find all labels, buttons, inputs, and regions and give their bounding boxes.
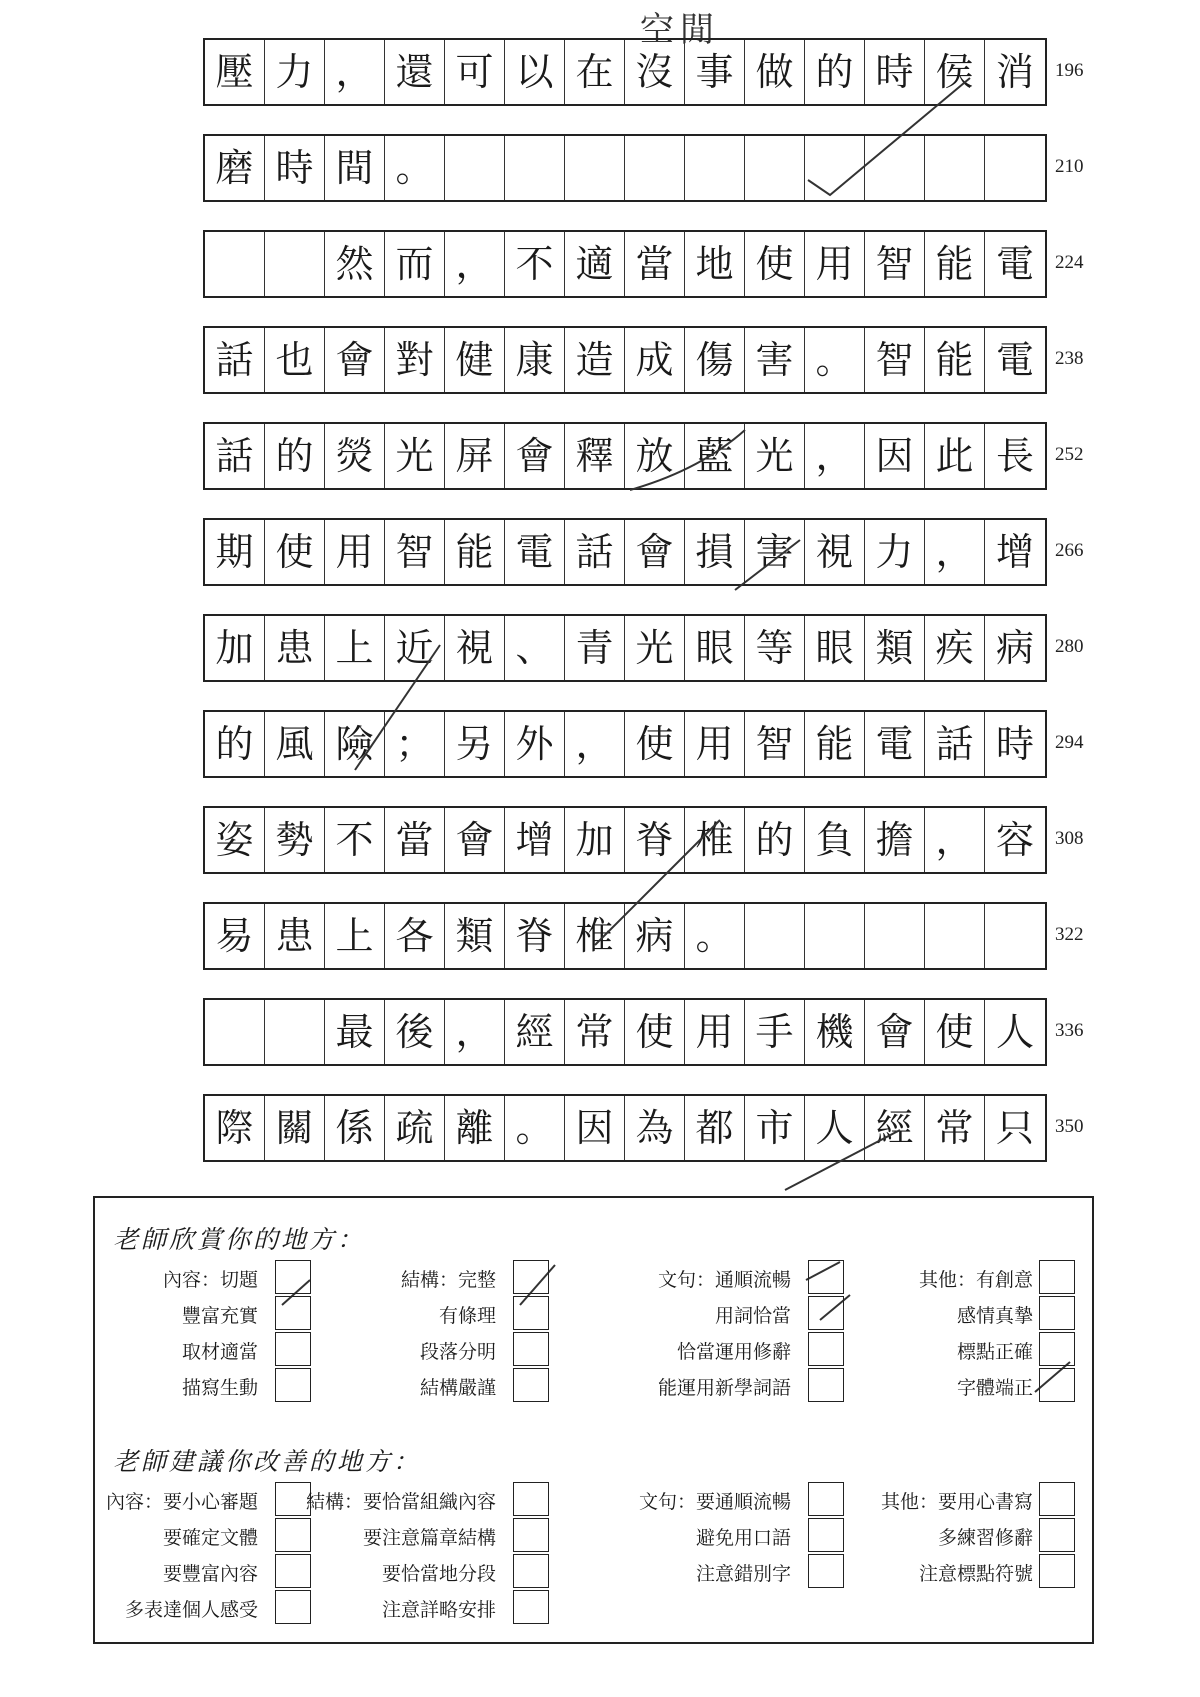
grid-cell: 最: [325, 1000, 385, 1064]
appreciation-item: 描寫生動: [181, 1377, 258, 1399]
grid-cell: 做: [745, 40, 805, 104]
grid-cell: [985, 904, 1045, 968]
checkbox[interactable]: [275, 1332, 311, 1366]
grid-cell: 話: [205, 424, 265, 488]
grid-row: [203, 1094, 1047, 1162]
grid-row: [203, 326, 1047, 394]
grid-cell: 姿: [205, 808, 265, 872]
grid-cell: 健: [445, 328, 505, 392]
checkbox[interactable]: [1039, 1260, 1075, 1294]
grid-cell: 會: [445, 808, 505, 872]
grid-cell: 會: [505, 424, 565, 488]
grid-row: [203, 806, 1047, 874]
improvement-item: 內容：要小心審題: [105, 1491, 258, 1513]
grid-cell: [745, 136, 805, 200]
improvement-item: 結構：要恰當組織內容: [305, 1491, 496, 1513]
grid-cell: 的: [745, 808, 805, 872]
teacher-feedback-panel: [93, 1196, 1094, 1644]
grid-cell: 智: [865, 232, 925, 296]
grid-cell: 近: [385, 616, 445, 680]
grid-cell: 電: [995, 338, 1034, 382]
grid-cell: 光: [385, 424, 445, 488]
grid-cell: 另: [445, 712, 505, 776]
character-count: 308: [1055, 828, 1084, 849]
grid-cell: 電: [995, 242, 1034, 286]
checkbox[interactable]: [513, 1482, 549, 1516]
grid-cell: [925, 136, 985, 200]
checkbox[interactable]: [1039, 1518, 1075, 1552]
grid-cell: 光: [625, 616, 685, 680]
grid-cell: 能: [925, 328, 985, 392]
grid-cell: [625, 136, 685, 200]
grid-cell: 椎: [685, 808, 745, 872]
grid-cell: 電: [865, 712, 925, 776]
grid-cell: 後: [385, 1000, 445, 1064]
checkbox[interactable]: [275, 1296, 311, 1330]
grid-cell: 疾: [925, 616, 985, 680]
improvement-item: 要注意篇章結構: [362, 1527, 496, 1549]
grid-cell: 話: [925, 712, 985, 776]
grid-cell: 只: [995, 1106, 1034, 1150]
grid-cell: 關: [265, 1096, 325, 1160]
grid-cell: [805, 136, 865, 200]
checkbox[interactable]: [275, 1590, 311, 1624]
appreciation-item: 恰當運用修辭: [676, 1341, 791, 1363]
grid-cell: 還: [385, 40, 445, 104]
checkbox[interactable]: [513, 1554, 549, 1588]
grid-cell: 會: [325, 328, 385, 392]
grid-cell: 風: [265, 712, 325, 776]
grid-row: [203, 518, 1047, 586]
grid-cell: 在: [565, 40, 625, 104]
grid-cell: 上: [325, 904, 385, 968]
grid-cell: 因: [865, 424, 925, 488]
appreciation-item: 結構：完整: [400, 1269, 496, 1291]
grid-cell: 康: [505, 328, 565, 392]
character-count: 196: [1055, 60, 1084, 81]
grid-row: [203, 38, 1047, 106]
appreciation-item: 標點正確: [956, 1341, 1033, 1363]
grid-cell: 。: [685, 904, 745, 968]
improvement-title: 老師建議你改善的地方：: [113, 1447, 422, 1476]
grid-cell: 當: [625, 232, 685, 296]
grid-cell: 常: [565, 1000, 625, 1064]
improvement-item: 要豐富內容: [162, 1563, 258, 1585]
grid-row: [203, 710, 1047, 778]
improvement-item: 避免用口語: [695, 1527, 791, 1549]
grid-cell: 用: [685, 712, 745, 776]
grid-cell: ，: [925, 808, 985, 872]
appreciation-item: 用詞恰當: [714, 1305, 791, 1327]
grid-cell: [865, 904, 925, 968]
grid-cell: 機: [805, 1000, 865, 1064]
appreciation-item: 文句：通順流暢: [657, 1269, 791, 1291]
checkbox[interactable]: [513, 1296, 549, 1330]
checkbox[interactable]: [513, 1332, 549, 1366]
grid-cell: 磨: [205, 136, 265, 200]
grid-cell: 易: [205, 904, 265, 968]
grid-cell: 加: [565, 808, 625, 872]
grid-cell: 經: [505, 1000, 565, 1064]
grid-cell: 視: [445, 616, 505, 680]
grid-row: [203, 998, 1047, 1066]
appreciation-title: 老師欣賞你的地方：: [113, 1225, 366, 1254]
grid-cell: 能: [925, 232, 985, 296]
checkbox[interactable]: [513, 1368, 549, 1402]
character-count: 252: [1055, 444, 1084, 465]
grid-cell: 際: [205, 1096, 265, 1160]
grid-cell: 視: [805, 520, 865, 584]
improvement-item: 文句：要通順流暢: [638, 1491, 791, 1513]
grid-row: [203, 134, 1047, 202]
grid-cell: [805, 904, 865, 968]
grid-cell: [865, 136, 925, 200]
improvement-item: 注意標點符號: [918, 1563, 1033, 1585]
grid-cell: 時: [995, 722, 1034, 766]
grid-cell: 電: [505, 520, 565, 584]
grid-cell: 用: [685, 1000, 745, 1064]
grid-cell: 增: [505, 808, 565, 872]
grid-cell: 釋: [565, 424, 625, 488]
improvement-item: 多表達個人感受: [124, 1599, 258, 1621]
grid-cell: 疏: [385, 1096, 445, 1160]
grid-cell: 不: [325, 808, 385, 872]
grid-cell: 手: [745, 1000, 805, 1064]
checkbox[interactable]: [808, 1368, 844, 1402]
grid-cell: 係: [325, 1096, 385, 1160]
grid-cell: 的: [805, 40, 865, 104]
character-count: 266: [1055, 540, 1084, 561]
grid-cell: 能: [805, 712, 865, 776]
grid-cell: 。: [805, 328, 865, 392]
appreciation-item: 能運用新學詞語: [657, 1377, 791, 1399]
checkbox[interactable]: [808, 1518, 844, 1552]
grid-row: [203, 902, 1047, 970]
grid-cell: 勢: [265, 808, 325, 872]
grid-cell: ，: [805, 424, 865, 488]
margin-annotation: 空閒: [640, 10, 720, 50]
grid-cell: 青: [565, 616, 625, 680]
grid-cell: 使: [265, 520, 325, 584]
grid-cell: 成: [625, 328, 685, 392]
grid-cell: 智: [865, 328, 925, 392]
appreciation-item: 內容：切題: [162, 1269, 258, 1291]
appreciation-item: 感情真摯: [956, 1305, 1033, 1327]
grid-cell: 而: [385, 232, 445, 296]
grid-cell: 都: [685, 1096, 745, 1160]
appreciation-item: 字體端正: [956, 1377, 1033, 1399]
grid-cell: [985, 136, 1045, 200]
grid-cell: 話: [565, 520, 625, 584]
grid-row: [203, 614, 1047, 682]
grid-cell: 放: [625, 424, 685, 488]
grid-cell: 病: [995, 626, 1034, 670]
grid-cell: 等: [745, 616, 805, 680]
character-count: 224: [1055, 252, 1084, 273]
grid-cell: 損: [685, 520, 745, 584]
grid-cell: 力: [865, 520, 925, 584]
grid-cell: 害: [745, 520, 805, 584]
character-count: 280: [1055, 636, 1084, 657]
grid-cell: 病: [625, 904, 685, 968]
grid-cell: ，: [445, 1000, 505, 1064]
grid-cell: 會: [625, 520, 685, 584]
grid-cell: 為: [625, 1096, 685, 1160]
grid-cell: 容: [995, 818, 1034, 862]
grid-cell: 然: [325, 232, 385, 296]
grid-cell: 脊: [505, 904, 565, 968]
grid-cell: 用: [805, 232, 865, 296]
grid-cell: 長: [995, 434, 1034, 478]
grid-cell: 增: [995, 530, 1034, 574]
appreciation-item: 其他：有創意: [918, 1269, 1033, 1291]
grid-cell: 、: [505, 616, 565, 680]
grid-cell: 使: [625, 712, 685, 776]
grid-cell: 傷: [685, 328, 745, 392]
appreciation-item: 段落分明: [419, 1341, 496, 1363]
grid-cell: 負: [805, 808, 865, 872]
grid-cell: ；: [385, 712, 445, 776]
grid-cell: 常: [925, 1096, 985, 1160]
grid-cell: 造: [565, 328, 625, 392]
appreciation-item: 結構嚴謹: [419, 1377, 496, 1399]
grid-cell: 間: [325, 136, 385, 200]
improvement-item: 要確定文體: [162, 1527, 258, 1549]
checkbox[interactable]: [808, 1260, 844, 1294]
checkbox[interactable]: [1039, 1332, 1075, 1366]
checkbox[interactable]: [275, 1518, 311, 1552]
grid-cell: 壓: [205, 40, 265, 104]
improvement-item: 注意錯別字: [695, 1563, 791, 1585]
grid-cell: 對: [385, 328, 445, 392]
grid-cell: [925, 904, 985, 968]
grid-cell: 時: [265, 136, 325, 200]
grid-cell: ，: [925, 520, 985, 584]
character-count: 336: [1055, 1020, 1084, 1041]
checkbox[interactable]: [513, 1590, 549, 1624]
grid-cell: 脊: [625, 808, 685, 872]
grid-cell: 適: [565, 232, 625, 296]
grid-cell: 當: [385, 808, 445, 872]
grid-cell: 侯: [925, 40, 985, 104]
grid-cell: 離: [445, 1096, 505, 1160]
grid-cell: 用: [325, 520, 385, 584]
checkbox[interactable]: [1039, 1296, 1075, 1330]
grid-cell: 會: [865, 1000, 925, 1064]
checkbox[interactable]: [513, 1518, 549, 1552]
grid-row: [203, 230, 1047, 298]
improvement-item: 多練習修辭: [937, 1527, 1033, 1549]
appreciation-item: 豐富充實: [181, 1305, 258, 1327]
character-count: 350: [1055, 1116, 1084, 1137]
character-count: 322: [1055, 924, 1084, 945]
checkbox[interactable]: [1039, 1554, 1075, 1588]
grid-cell: 害: [745, 328, 805, 392]
checkbox[interactable]: [808, 1482, 844, 1516]
grid-cell: ，: [325, 40, 385, 104]
grid-cell: 上: [325, 616, 385, 680]
improvement-item: 其他：要用心書寫: [880, 1491, 1033, 1513]
grid-cell: 外: [505, 712, 565, 776]
checkbox[interactable]: [275, 1554, 311, 1588]
grid-cell: ，: [445, 232, 505, 296]
grid-cell: 熒: [325, 424, 385, 488]
grid-cell: 屏: [445, 424, 505, 488]
grid-cell: 智: [385, 520, 445, 584]
grid-cell: 消: [995, 50, 1034, 94]
grid-cell: [685, 136, 745, 200]
grid-cell: 人: [805, 1096, 865, 1160]
grid-cell: 的: [265, 424, 325, 488]
grid-cell: 使: [925, 1000, 985, 1064]
grid-cell: 加: [205, 616, 265, 680]
grid-cell: 經: [865, 1096, 925, 1160]
grid-cell: 能: [445, 520, 505, 584]
grid-cell: 事: [685, 40, 745, 104]
grid-cell: [565, 136, 625, 200]
character-count: 238: [1055, 348, 1084, 369]
grid-cell: 使: [745, 232, 805, 296]
checkbox[interactable]: [808, 1554, 844, 1588]
grid-cell: [445, 136, 505, 200]
grid-cell: 因: [565, 1096, 625, 1160]
improvement-item: 注意詳略安排: [381, 1599, 496, 1621]
grid-cell: 類: [445, 904, 505, 968]
checkbox[interactable]: [1039, 1482, 1075, 1516]
grid-cell: [505, 136, 565, 200]
checkbox[interactable]: [808, 1332, 844, 1366]
grid-cell: 藍: [685, 424, 745, 488]
grid-cell: 擔: [865, 808, 925, 872]
grid-cell: 時: [865, 40, 925, 104]
grid-cell: [265, 232, 325, 296]
grid-cell: 。: [385, 136, 445, 200]
grid-cell: 險: [325, 712, 385, 776]
grid-cell: [205, 1000, 265, 1064]
grid-cell: 地: [685, 232, 745, 296]
checkbox[interactable]: [808, 1296, 844, 1330]
grid-cell: 可: [445, 40, 505, 104]
grid-cell: 類: [865, 616, 925, 680]
checkbox[interactable]: [275, 1260, 311, 1294]
grid-cell: 眼: [805, 616, 865, 680]
grid-cell: 智: [745, 712, 805, 776]
character-count: 294: [1055, 732, 1084, 753]
appreciation-item: 取材適當: [181, 1341, 258, 1363]
grid-cell: [205, 232, 265, 296]
improvement-item: 要恰當地分段: [381, 1563, 496, 1585]
grid-cell: 以: [505, 40, 565, 104]
grid-cell: 椎: [565, 904, 625, 968]
checkbox[interactable]: [1039, 1368, 1075, 1402]
grid-cell: 話: [205, 328, 265, 392]
grid-cell: [265, 1000, 325, 1064]
grid-cell: 的: [205, 712, 265, 776]
grid-cell: 患: [265, 616, 325, 680]
grid-cell: 力: [265, 40, 325, 104]
grid-cell: [745, 904, 805, 968]
grid-cell: 不: [505, 232, 565, 296]
grid-cell: 光: [745, 424, 805, 488]
grid-row: [203, 422, 1047, 490]
grid-cell: 沒: [625, 40, 685, 104]
character-count: 210: [1055, 156, 1084, 177]
grid-cell: 人: [995, 1010, 1034, 1054]
grid-cell: 此: [925, 424, 985, 488]
grid-cell: ，: [565, 712, 625, 776]
grid-cell: 期: [205, 520, 265, 584]
grid-cell: 市: [745, 1096, 805, 1160]
checkbox[interactable]: [275, 1368, 311, 1402]
checkbox[interactable]: [513, 1260, 549, 1294]
grid-cell: 。: [505, 1096, 565, 1160]
grid-cell: 也: [265, 328, 325, 392]
appreciation-item: 有條理: [438, 1305, 496, 1327]
grid-cell: 患: [265, 904, 325, 968]
grid-cell: 眼: [685, 616, 745, 680]
grid-cell: 使: [625, 1000, 685, 1064]
grid-cell: 各: [385, 904, 445, 968]
